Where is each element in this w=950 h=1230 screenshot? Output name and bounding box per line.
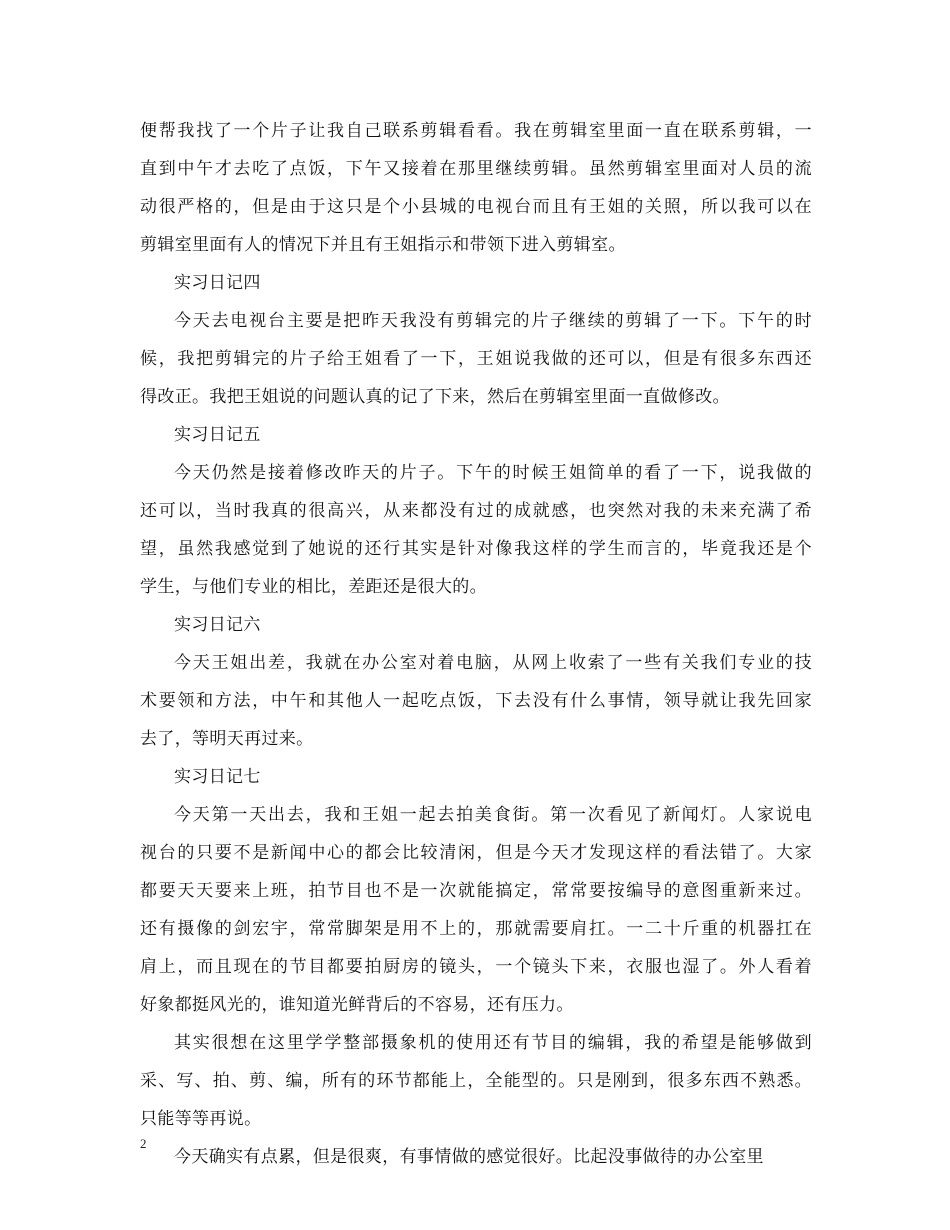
paragraph-line: 学生，与他们专业的相比，差距还是很大的。 bbox=[140, 577, 487, 597]
paragraph-4 bbox=[140, 644, 812, 758]
paragraph-line: 今天确实有点累，但是很爽，有事情做的感觉很好。比起没事做待的办公室里 bbox=[174, 1147, 764, 1167]
paragraph-line: 还有摄像的剑宏宇，常常脚架是用不上的，那就需要肩扛。一二十斤重的机器扛在 bbox=[140, 919, 812, 939]
paragraph-line: 去了，等明天再过来。 bbox=[140, 729, 314, 749]
paragraph-line: 今天去电视台主要是把昨天我没有剪辑完的片子继续的剪辑了一下。下午的时 bbox=[174, 311, 812, 331]
paragraph-line: 只能等等再说。 bbox=[140, 1109, 262, 1129]
paragraph-line: 今天仍然是接着修改昨天的片子。下午的时候王姐简单的看了一下，说我做的 bbox=[174, 463, 812, 483]
paragraph-line: 直到中午才去吃了点饭，下午又接着在那里继续剪辑。虽然剪辑室里面对人员的流 bbox=[140, 159, 812, 179]
paragraph-line: 视台的只要不是新闻中心的都会比较清闲，但是今天才发现这样的看法错了。大家 bbox=[140, 843, 812, 863]
paragraph-line: 肩上，而且现在的节目都要拍厨房的镜头，一个镜头下来，衣服也湿了。外人看着 bbox=[140, 957, 812, 977]
paragraph-line: 都要天天要来上班，拍节目也不是一次就能搞定，常常要按编导的意图重新来过。 bbox=[140, 881, 812, 901]
paragraph-line: 动很严格的，但是由于这只是个小县城的电视台而且有王姐的关照，所以我可以在 bbox=[140, 197, 812, 217]
paragraph-line: 采、写、拍、剪、编，所有的环节都能上，全能型的。只是刚到，很多东西不熟悉。 bbox=[140, 1071, 812, 1091]
paragraph-line: 今天王姐出差，我就在办公室对着电脑，从网上收索了一些有关我们专业的技 bbox=[174, 653, 812, 673]
paragraph-6 bbox=[140, 1024, 812, 1138]
paragraph-line: 其实很想在这里学学整部摄象机的使用还有节目的编辑，我的希望是能够做到 bbox=[174, 1033, 812, 1053]
paragraph-line: 剪辑室里面有人的情况下并且有王姐指示和带领下进入剪辑室。 bbox=[140, 235, 626, 255]
paragraph-2 bbox=[140, 302, 812, 416]
paragraph-line: 术要领和方法，中午和其他人一起吃点饭，下去没有什么事情，领导就让我先回家 bbox=[140, 691, 812, 711]
paragraph-3 bbox=[140, 454, 812, 606]
paragraph-line: 好象都挺风光的，谁知道光鲜背后的不容易，还有压力。 bbox=[140, 995, 574, 1015]
paragraph-5 bbox=[140, 796, 812, 1024]
paragraph-line: 得改正。我把王姐说的问题认真的记了下来，然后在剪辑室里面一直做修改。 bbox=[140, 387, 730, 407]
paragraph-line: 还可以，当时我真的很高兴，从来都没有过的成就感，也突然对我的未来充满了希 bbox=[140, 501, 812, 521]
paragraph-line: 候，我把剪辑完的片子给王姐看了一下，王姐说我做的还可以，但是有很多东西还 bbox=[140, 349, 812, 369]
diary-heading-6: 实习日记六 bbox=[174, 615, 261, 635]
document-body bbox=[140, 112, 812, 1176]
paragraph-7 bbox=[140, 1138, 812, 1176]
paragraph-line: 望，虽然我感觉到了她说的还行其实是针对像我这样的学生而言的，毕竟我还是个 bbox=[140, 539, 812, 559]
paragraph-line: 今天第一天出去，我和王姐一起去拍美食街。第一次看见了新闻灯。人家说电 bbox=[174, 805, 812, 825]
diary-heading-5: 实习日记五 bbox=[174, 425, 261, 445]
diary-heading-4: 实习日记四 bbox=[174, 273, 261, 293]
diary-heading-7: 实习日记七 bbox=[174, 767, 261, 787]
paragraph-1 bbox=[140, 112, 812, 264]
paragraph-line: 便帮我找了一个片子让我自己联系剪辑看看。我在剪辑室里面一直在联系剪辑，一 bbox=[140, 121, 812, 141]
page-number: 2 bbox=[140, 1136, 147, 1151]
